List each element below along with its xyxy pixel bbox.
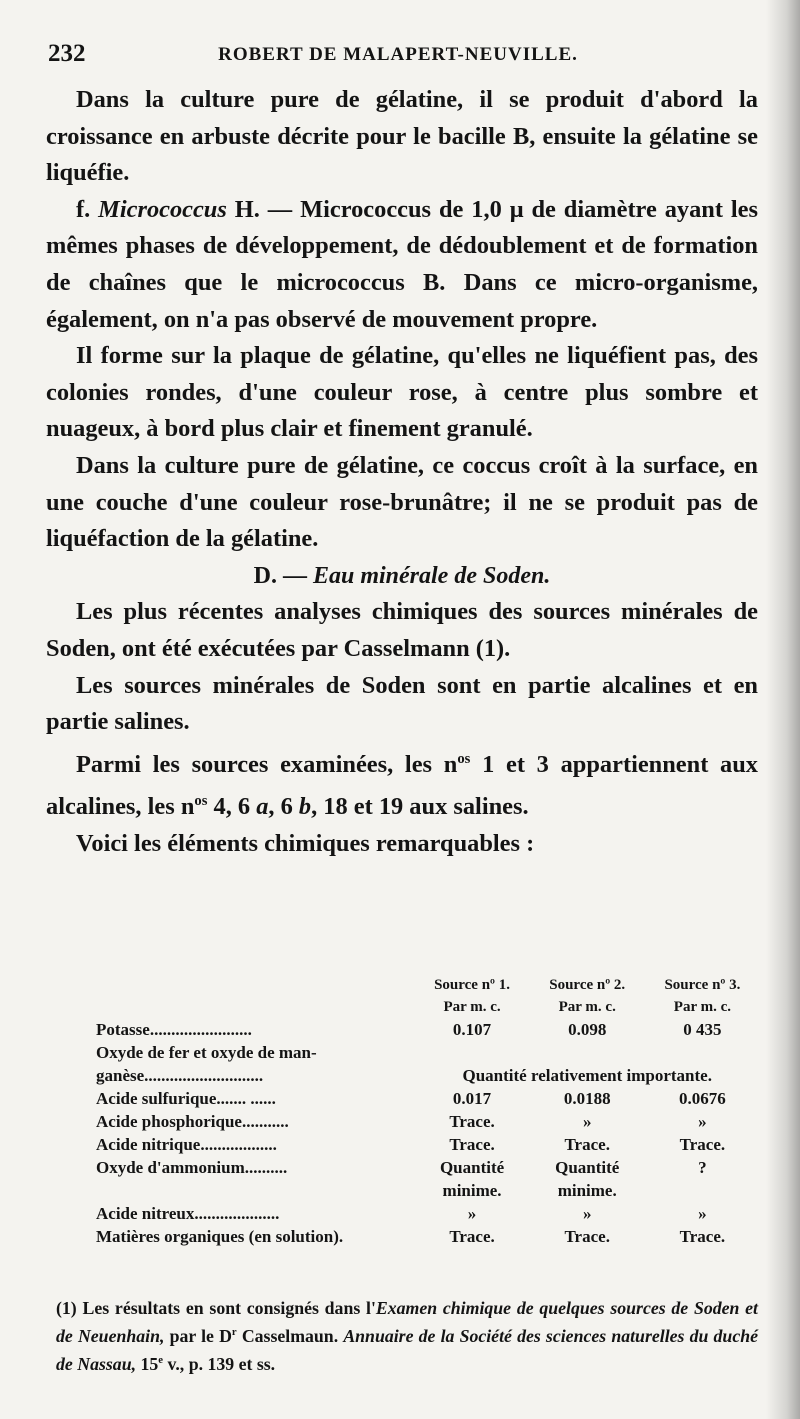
row-value: Trace.	[449, 1135, 495, 1154]
table-header-row	[96, 974, 760, 996]
footnote-part: Casselmaun.	[236, 1325, 344, 1346]
footnote-italic: Examen chimique de quelques sources de Soden et de Neuenhain,	[56, 1298, 758, 1346]
row-label: Acide phosphorique...........	[96, 1112, 289, 1131]
table-row	[96, 1225, 760, 1248]
row-value: Quantité	[439, 1158, 505, 1177]
p7-sup: os	[194, 793, 208, 810]
table-row	[96, 1087, 760, 1110]
row-value: Quantité	[555, 1158, 620, 1177]
table-header-cell: Source nº 3.	[664, 977, 741, 993]
footnote-part: (1) Les résultats en sont consignés dans l'	[56, 1298, 376, 1318]
row-label: Potasse........................	[96, 1020, 252, 1039]
table-row	[96, 1133, 760, 1156]
row-value: 0.0188	[563, 1089, 611, 1108]
p7-part: , 6	[268, 793, 299, 821]
row-value: minime.	[442, 1181, 502, 1200]
paragraph-6: Les sources minérales de Soden sont en partie alcalines et en partie salines.	[46, 671, 758, 736]
row-value: »	[698, 1112, 707, 1131]
table-header-empty	[96, 974, 414, 996]
page-edge-shadow	[766, 0, 800, 1419]
section-heading	[46, 558, 758, 595]
row-value: 0.107	[452, 1020, 492, 1039]
p7-italic: b	[298, 793, 312, 821]
table-row	[96, 1202, 760, 1225]
row-value: Trace.	[564, 1135, 610, 1154]
row-value: »	[582, 1204, 592, 1223]
p7-part: Parmi les sources examinées, les n	[76, 750, 458, 778]
page-number: 232	[48, 40, 86, 67]
section-title: Eau minérale de Soden.	[312, 562, 551, 589]
table-units-row	[96, 996, 760, 1018]
row-value: 0 435	[683, 1020, 722, 1039]
table-header-cell: Source nº 1.	[434, 977, 511, 993]
table-unit-cell: Par m. c.	[443, 999, 501, 1015]
footnote-part: v., p. 139 et ss.	[163, 1353, 276, 1374]
analysis-table-wrap	[96, 974, 760, 1248]
paragraph-3: Il forme sur la plaque de gélatine, qu'elles ne liquéfient pas, des colonies rondes, d'une couleur rose, à centre plus sombre et nuageux, à bord plus clair et finement granulé.	[46, 342, 758, 443]
row-value: Trace.	[679, 1135, 726, 1154]
table-units-empty	[96, 996, 414, 1018]
paragraph-5: Les plus récentes analyses chimiques des sources minérales de Soden, ont été exécutées par Casselmann (1).	[46, 598, 758, 662]
row-value: 0.098	[568, 1020, 607, 1039]
paragraph-2	[46, 192, 758, 338]
paragraph-7	[46, 741, 758, 826]
row-value: »	[582, 1112, 592, 1131]
paragraph-2-italic: Micrococcus	[98, 195, 227, 223]
row-value: ?	[698, 1158, 707, 1177]
p7-italic: a	[256, 793, 269, 821]
page-header	[48, 40, 748, 76]
table-row	[96, 1110, 760, 1133]
row-value-span: Quantité relativement importante.	[462, 1066, 712, 1085]
running-title: ROBERT DE MALAPERT-NEUVILLE.	[218, 44, 578, 65]
row-label: Acide sulfurique....... ......	[96, 1089, 276, 1108]
row-label: Acide nitrique..................	[96, 1135, 277, 1154]
paragraph-8: Voici les éléments chimiques remarquables :	[76, 830, 535, 858]
row-value: Trace.	[564, 1227, 610, 1246]
row-label: Oxyde d'ammonium..........	[96, 1158, 288, 1177]
section-prefix: D. —	[253, 562, 313, 589]
p7-sup: os	[457, 750, 471, 767]
row-label: Matières organiques (en solution).	[96, 1227, 344, 1246]
row-value: 0.0676	[679, 1089, 726, 1108]
footnote	[56, 1296, 758, 1376]
footnote-sup: e	[158, 1353, 163, 1366]
table-row	[96, 1018, 760, 1041]
table-row	[96, 1179, 760, 1202]
row-value: Trace.	[449, 1112, 495, 1131]
p7-part: 1 et 3 appartiennent aux alcalines, les n	[46, 750, 759, 821]
row-label: Oxyde de fer et oxyde de man-	[96, 1043, 317, 1062]
p7-part: 4, 6	[207, 793, 257, 821]
paragraph-2-rest: H. — Micrococcus de 1,0 μ de diamètre ayant les mêmes phases de développement, de dédoublement et de formation de chaînes que le micrococcus B. Dans ce micro-organisme, également, on n'a pas observé de mouvement propre.	[46, 195, 758, 333]
row-value: »	[698, 1204, 707, 1223]
row-label	[96, 1179, 414, 1202]
table-unit-cell: Par m. c.	[673, 999, 731, 1015]
footnote-part: par le D	[164, 1325, 232, 1346]
paragraph-2-prefix: f.	[76, 195, 99, 223]
analysis-table	[96, 974, 760, 1248]
row-value: minime.	[557, 1181, 617, 1200]
table-row	[96, 1156, 760, 1179]
row-label: Acide nitreux....................	[96, 1204, 280, 1223]
row-value	[645, 1179, 760, 1202]
paragraph-4: Dans la culture pure de gélatine, ce coccus croît à la surface, en une couche d'une couleur rose-brunâtre; il ne se produit pas de liquéfaction de la gélatine.	[46, 451, 758, 553]
row-value	[645, 1041, 760, 1064]
table-row	[96, 1041, 760, 1064]
row-value: »	[467, 1204, 477, 1223]
row-value	[414, 1041, 529, 1064]
body-text	[46, 82, 758, 863]
row-label: ganèse............................	[96, 1066, 264, 1085]
row-value: 0.017	[452, 1089, 492, 1108]
footnote-italic: Annuaire de la Société des sciences naturelles du duché de Nassau,	[56, 1325, 758, 1374]
table-unit-cell: Par m. c.	[558, 999, 616, 1015]
table-header-cell: Source nº 2.	[549, 977, 626, 993]
footnote-part: 15	[136, 1353, 159, 1374]
footnote-sup: r	[231, 1326, 237, 1338]
row-value: Trace.	[449, 1227, 495, 1246]
table-row	[96, 1064, 760, 1087]
paragraph-1: Dans la culture pure de gélatine, il se produit d'abord la croissance en arbuste décrite pour le bacille B, ensuite la gélatine se liquéfie.	[46, 86, 758, 187]
row-value	[530, 1041, 645, 1064]
p7-part: , 18 et 19 aux salines.	[311, 793, 529, 821]
row-value: Trace.	[679, 1227, 726, 1246]
